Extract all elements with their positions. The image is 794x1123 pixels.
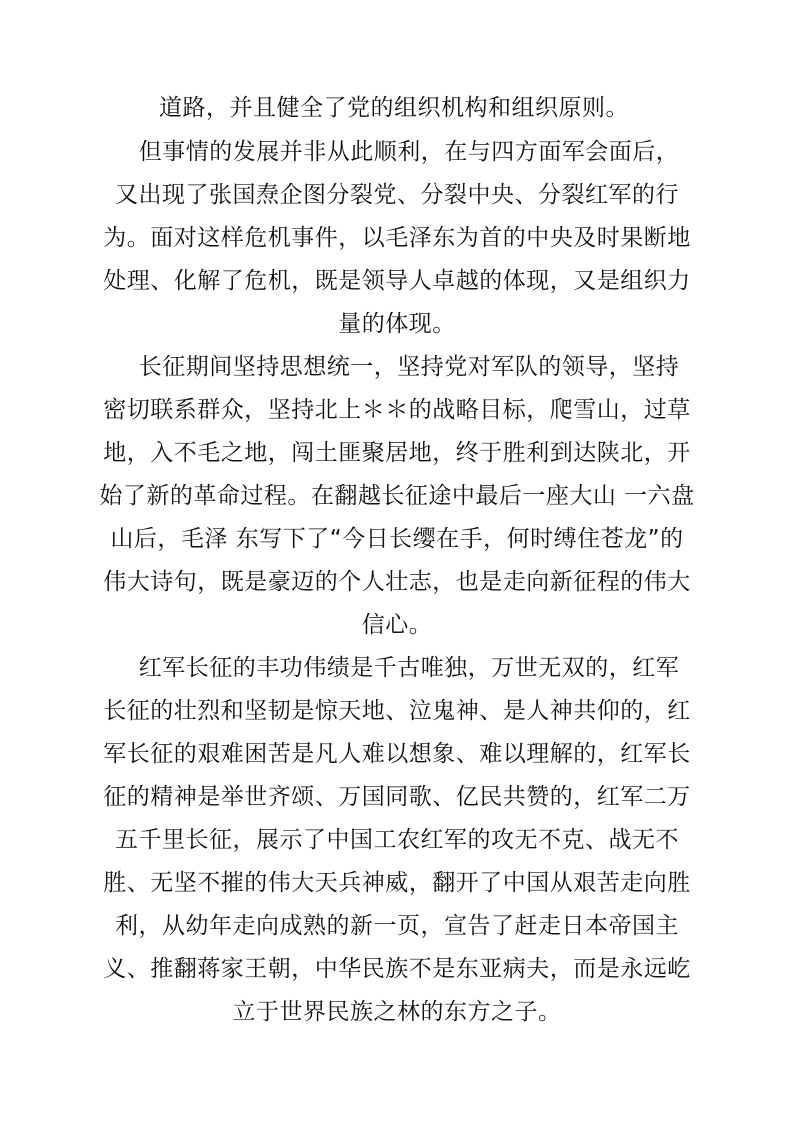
text-line: 量的体现。 [338, 311, 456, 337]
text-line: 山后，毛泽 东写下了“今日长缨在手，何时缚住苍龙”的 [110, 526, 684, 552]
text-line: 处理、化解了危机，既是领导人卓越的体现，又是组织力 [103, 268, 691, 294]
text-line: 军长征的艰难困苦是凡人难以想象、难以理解的，红军长 [103, 741, 691, 767]
text-line: 始了新的革命过程。在翻越长征途中最后一座大山 一六盘 [99, 483, 695, 509]
text-line: 胜、无坚不摧的伟大天兵神威，翻开了中国从艰苦走向胜 [103, 870, 691, 896]
text-line: 伟大诗句，既是豪迈的个人壮志，也是走向新征程的伟大 [103, 569, 691, 595]
text-line: 又出现了张国焘企图分裂党、分裂中央、分裂红军的行 [115, 182, 679, 208]
text-line: 地，入不毛之地，闯土匪聚居地，终于胜利到达陕北，开 [103, 440, 691, 466]
text-line: 为。面对这样危机事件，以毛泽东为首的中央及时果断地 [103, 225, 691, 251]
text-line: 征的精神是举世齐颂、万国同歌、亿民共赞的，红军二万 [103, 784, 691, 810]
text-line: 义、推翻蒋家王朝，中华民族不是东亚病夫，而是永远屹 [103, 956, 691, 982]
text-line: 长征的壮烈和坚韧是惊天地、泣鬼神、是人神共仰的，红 [103, 698, 691, 724]
text-line: 道路，并且健全了党的组织机构和组织原则。 [159, 95, 629, 121]
text-line: 但事情的发展并非从此顺利，在与四方面军会面后， [138, 139, 680, 165]
text-line: 五千里长征，展示了中国工农红军的攻无不克、战无不 [115, 827, 679, 853]
text-line: 立于世界民族之林的东方之子。 [232, 999, 562, 1025]
text-line: 红军长征的丰功伟绩是千古唯独，万世无双的，红军 [138, 655, 680, 681]
text-line: 信心。 [361, 612, 433, 638]
text-line: 长征期间坚持思想统一，坚持党对军队的领导，坚持 [138, 354, 680, 380]
text-line: 利，从幼年走向成熟的新一页，宣告了赶走日本帝国主 [115, 913, 679, 939]
text-line: 密切联系群众，坚持北上＊＊的战略目标，爬雪山，过草 [103, 397, 691, 423]
